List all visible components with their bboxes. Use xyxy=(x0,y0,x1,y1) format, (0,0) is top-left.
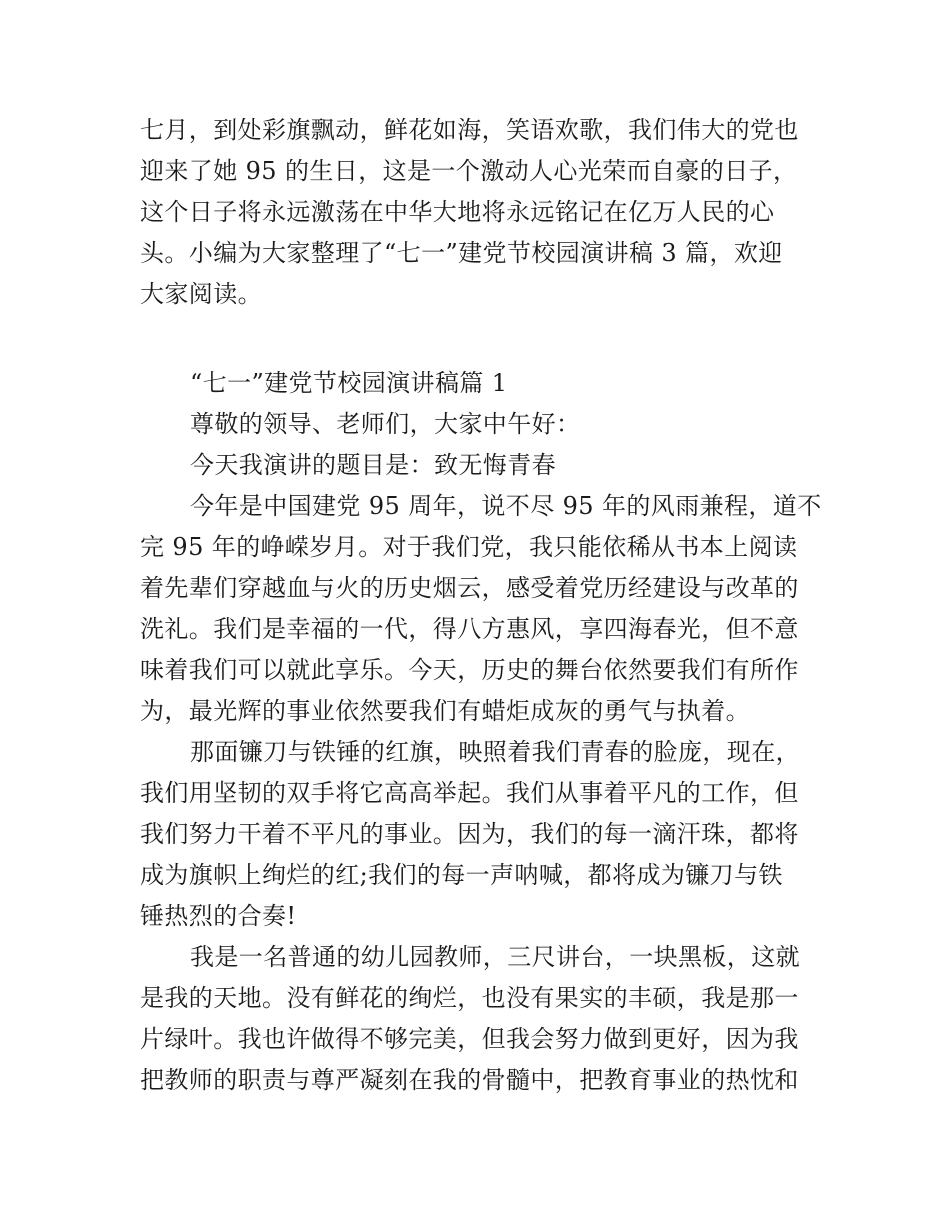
intro-line: 头。小编为大家整理了“七一”建党节校园演讲稿 3 篇，欢迎 xyxy=(140,239,783,267)
topic-line: 今天我演讲的题目是：致无悔青春 xyxy=(190,451,556,479)
intro-line: 大家阅读。 xyxy=(140,280,262,308)
paragraph-line: 洗礼。我们是幸福的一代，得八方惠风，享四海春光，但不意 xyxy=(140,615,799,643)
paragraph-line: 完 95 年的峥嵘岁月。对于我们党，我只能依稀从书本上阅读 xyxy=(140,533,798,561)
paragraph-line: 着先辈们穿越血与火的历史烟云，感受着党历经建设与改革的 xyxy=(140,574,799,602)
paragraph-line: 锤热烈的合奏! xyxy=(140,902,297,930)
intro-line: 迎来了她 95 的生日，这是一个激动人心光荣而自豪的日子， xyxy=(140,157,798,185)
paragraph-line: 今年是中国建党 95 周年，说不尽 95 年的风雨兼程，道不 xyxy=(190,492,822,520)
intro-line: 这个日子将永远激荡在中华大地将永远铭记在亿万人民的心 xyxy=(140,198,775,226)
section-title: “七一”建党节校园演讲稿篇 1 xyxy=(190,369,508,397)
paragraph-line: 把教师的职责与尊严凝刻在我的骨髓中，把教育事业的热忱和 xyxy=(140,1066,799,1094)
intro-line: 七月，到处彩旗飘动，鲜花如海，笑语欢歌，我们伟大的党也 xyxy=(140,116,799,144)
paragraph-line: 片绿叶。我也许做得不够完美，但我会努力做到更好，因为我 xyxy=(140,1025,799,1053)
paragraph-line: 我们用坚韧的双手将它高高举起。我们从事着平凡的工作，但 xyxy=(140,779,799,807)
paragraph-line: 我们努力干着不平凡的事业。因为，我们的每一滴汗珠，都将 xyxy=(140,820,799,848)
paragraph-line: 我是一名普通的幼儿园教师，三尺讲台，一块黑板，这就 xyxy=(190,943,800,971)
paragraph-line: 成为旗帜上绚烂的红;我们的每一声呐喊，都将成为镰刀与铁 xyxy=(140,861,783,889)
paragraph-line: 味着我们可以就此享乐。今天，历史的舞台依然要我们有所作 xyxy=(140,656,799,684)
greeting-line: 尊敬的领导、老师们，大家中午好： xyxy=(190,410,581,438)
paragraph-line: 为，最光辉的事业依然要我们有蜡炬成灰的勇气与执着。 xyxy=(140,697,750,725)
paragraph-line: 那面镰刀与铁锤的红旗，映照着我们青春的脸庞，现在， xyxy=(190,738,800,766)
paragraph-line: 是我的天地。没有鲜花的绚烂，也没有果实的丰硕，我是那一 xyxy=(140,984,799,1012)
